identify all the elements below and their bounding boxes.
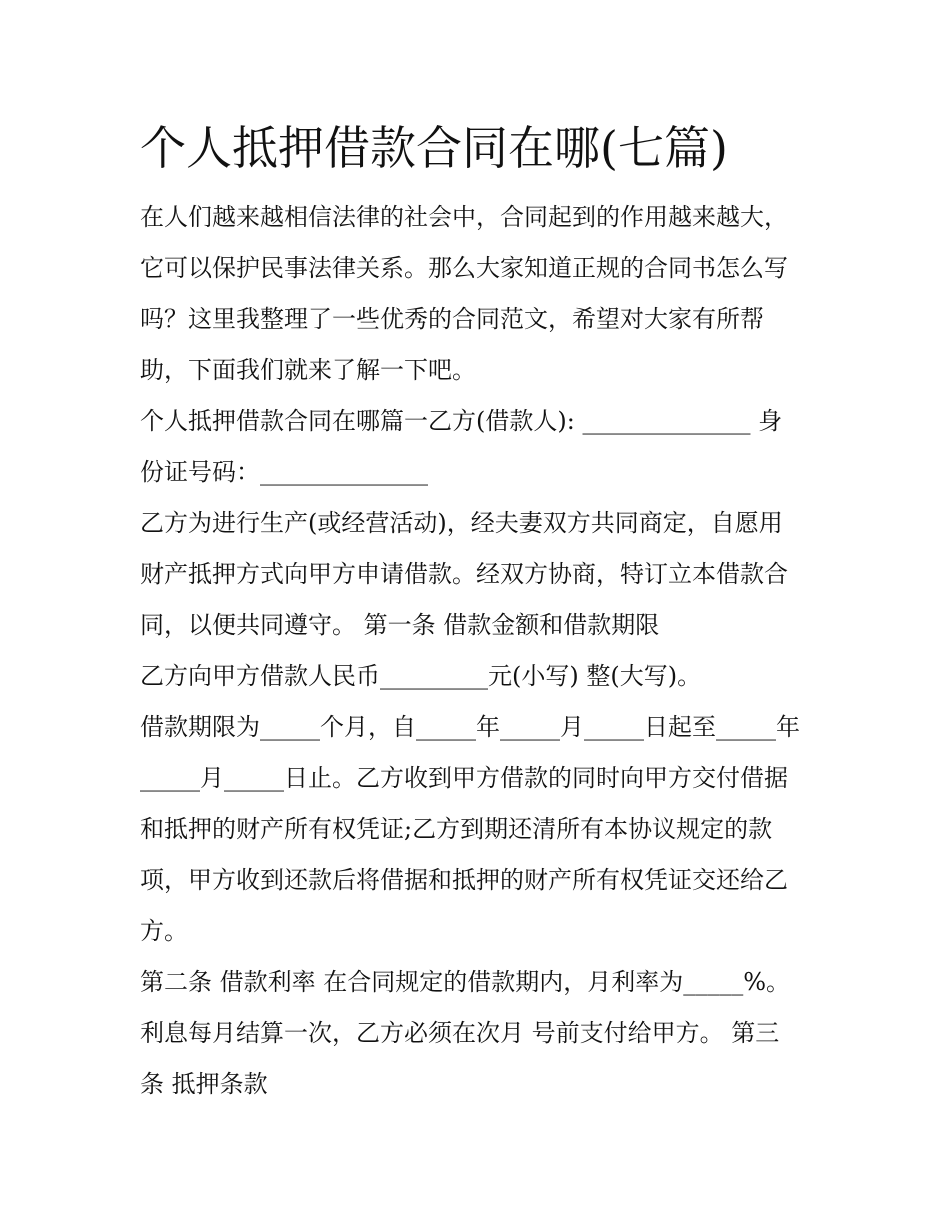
- text-line: 同，以便共同遵守。 第一条 借款金额和借款期限: [140, 611, 660, 639]
- text-line: 乙方向甲方借款人民币_________元(小写) 整(大写)。: [140, 662, 702, 690]
- purpose-paragraph: [140, 498, 820, 651]
- text-line: 在人们越来越相信法律的社会中，合同起到的作用越来越大，: [140, 203, 788, 231]
- text-line: 方。: [140, 917, 188, 945]
- text-line: 第二条 借款利率 在合同规定的借款期内，月利率为_____%。: [140, 968, 791, 996]
- text-line: 利息每月结算一次，乙方必须在次月 号前支付给甲方。 第三: [140, 1019, 780, 1047]
- text-line: 乙方为进行生产(或经营活动)，经夫妻双方共同商定，自愿用: [140, 509, 783, 537]
- text-line: 助，下面我们就来了解一下吧。: [140, 356, 476, 384]
- interest-rate-paragraph: [140, 957, 820, 1110]
- text-line: 它可以保护民事法律关系。那么大家知道正规的合同书怎么写: [140, 254, 788, 282]
- text-line: 个人抵押借款合同在哪篇一乙方(借款人): ______________ 身: [140, 407, 783, 435]
- text-line: 借款期限为_____个月，自_____年_____月_____日起至_____年: [140, 713, 800, 741]
- text-line: 条 抵押条款: [140, 1070, 268, 1098]
- intro-paragraph: [140, 192, 820, 396]
- text-line: 和抵押的财产所有权凭证;乙方到期还清所有本协议规定的款: [140, 815, 773, 843]
- party-b-paragraph: [140, 396, 820, 498]
- text-line: _____月_____日止。乙方收到甲方借款的同时向甲方交付借据: [140, 764, 788, 792]
- loan-amount-paragraph: [140, 651, 820, 702]
- text-line: 项，甲方收到还款后将借据和抵押的财产所有权凭证交还给乙: [140, 866, 788, 894]
- text-line: 份证号码：______________: [140, 458, 428, 486]
- text-line: 吗？这里我整理了一些优秀的合同范文，希望对大家有所帮: [140, 305, 764, 333]
- document-page: [140, 112, 820, 1110]
- loan-term-paragraph: [140, 702, 820, 957]
- document-title: 个人抵押借款合同在哪(七篇): [140, 121, 728, 175]
- text-line: 财产抵押方式向甲方申请借款。经双方协商，特订立本借款合: [140, 560, 788, 588]
